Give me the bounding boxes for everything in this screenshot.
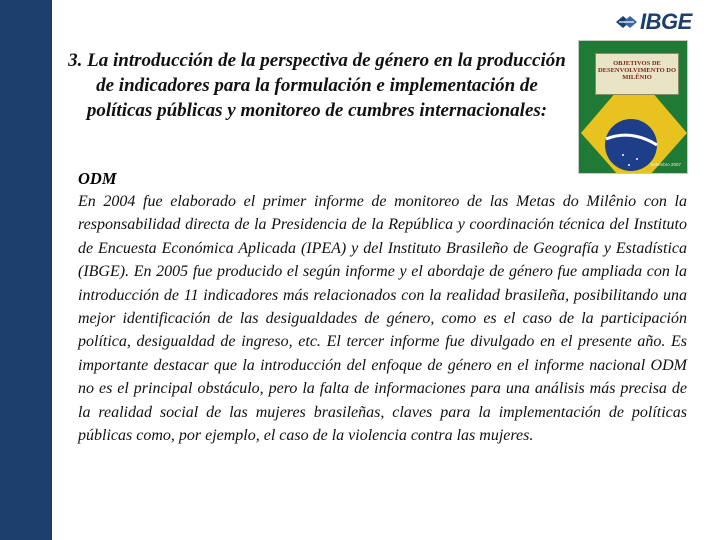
logo-text: IBGE [640,9,692,34]
ibge-logo-icon [614,14,638,30]
ibge-logo [614,10,706,34]
report-cover-image [578,40,688,174]
cover-footer: Setembro 2007 [650,162,681,167]
cover-title: OBJETIVOS DE DESENVOLVIMENTO DO MILÊNIO [597,60,677,81]
slide-title: 3. La introducción de la perspectiva de género en la producción de indicadores para la formulación e implementación de políticas públicas y monitoreo de cumbres internacionales: [68,50,566,121]
section-label: ODM [78,169,117,188]
left-side-bar [0,0,56,540]
cover-title-band [595,53,679,95]
body-paragraph: En 2004 fue elaborado el primer informe de monitoreo de las Metas do Milênio con la responsabilidad directa de la Presidencia de la República y coordinación técnica del Instituto de Encuesta Económica Aplicada (IPEA) y del Instituto Brasileño de Geografía y Estadística (IBGE). En 2005 fue producido el según informe y el abordaje de género fue ampliada con la introducción de 11 indicadores más relacionados con la realidad brasileña, posibilitando una mejor identificación de las desigualdades de género, como es el caso de la participación política, desigualdad de ingreso, etc. El tercer informe fue divulgado en el presente año. Es importante destacar que la introducción del enfoque de género en el informe nacional ODM no es el principal obstáculo, pero la falta de informaciones para una análisis más precisa de la realidad social de las mujeres brasileñas, claves para la implementación de políticas públicas como, por ejemplo, el caso de la violencia contra las mujeres. [78,193,687,445]
side-bar-accent [52,0,56,540]
